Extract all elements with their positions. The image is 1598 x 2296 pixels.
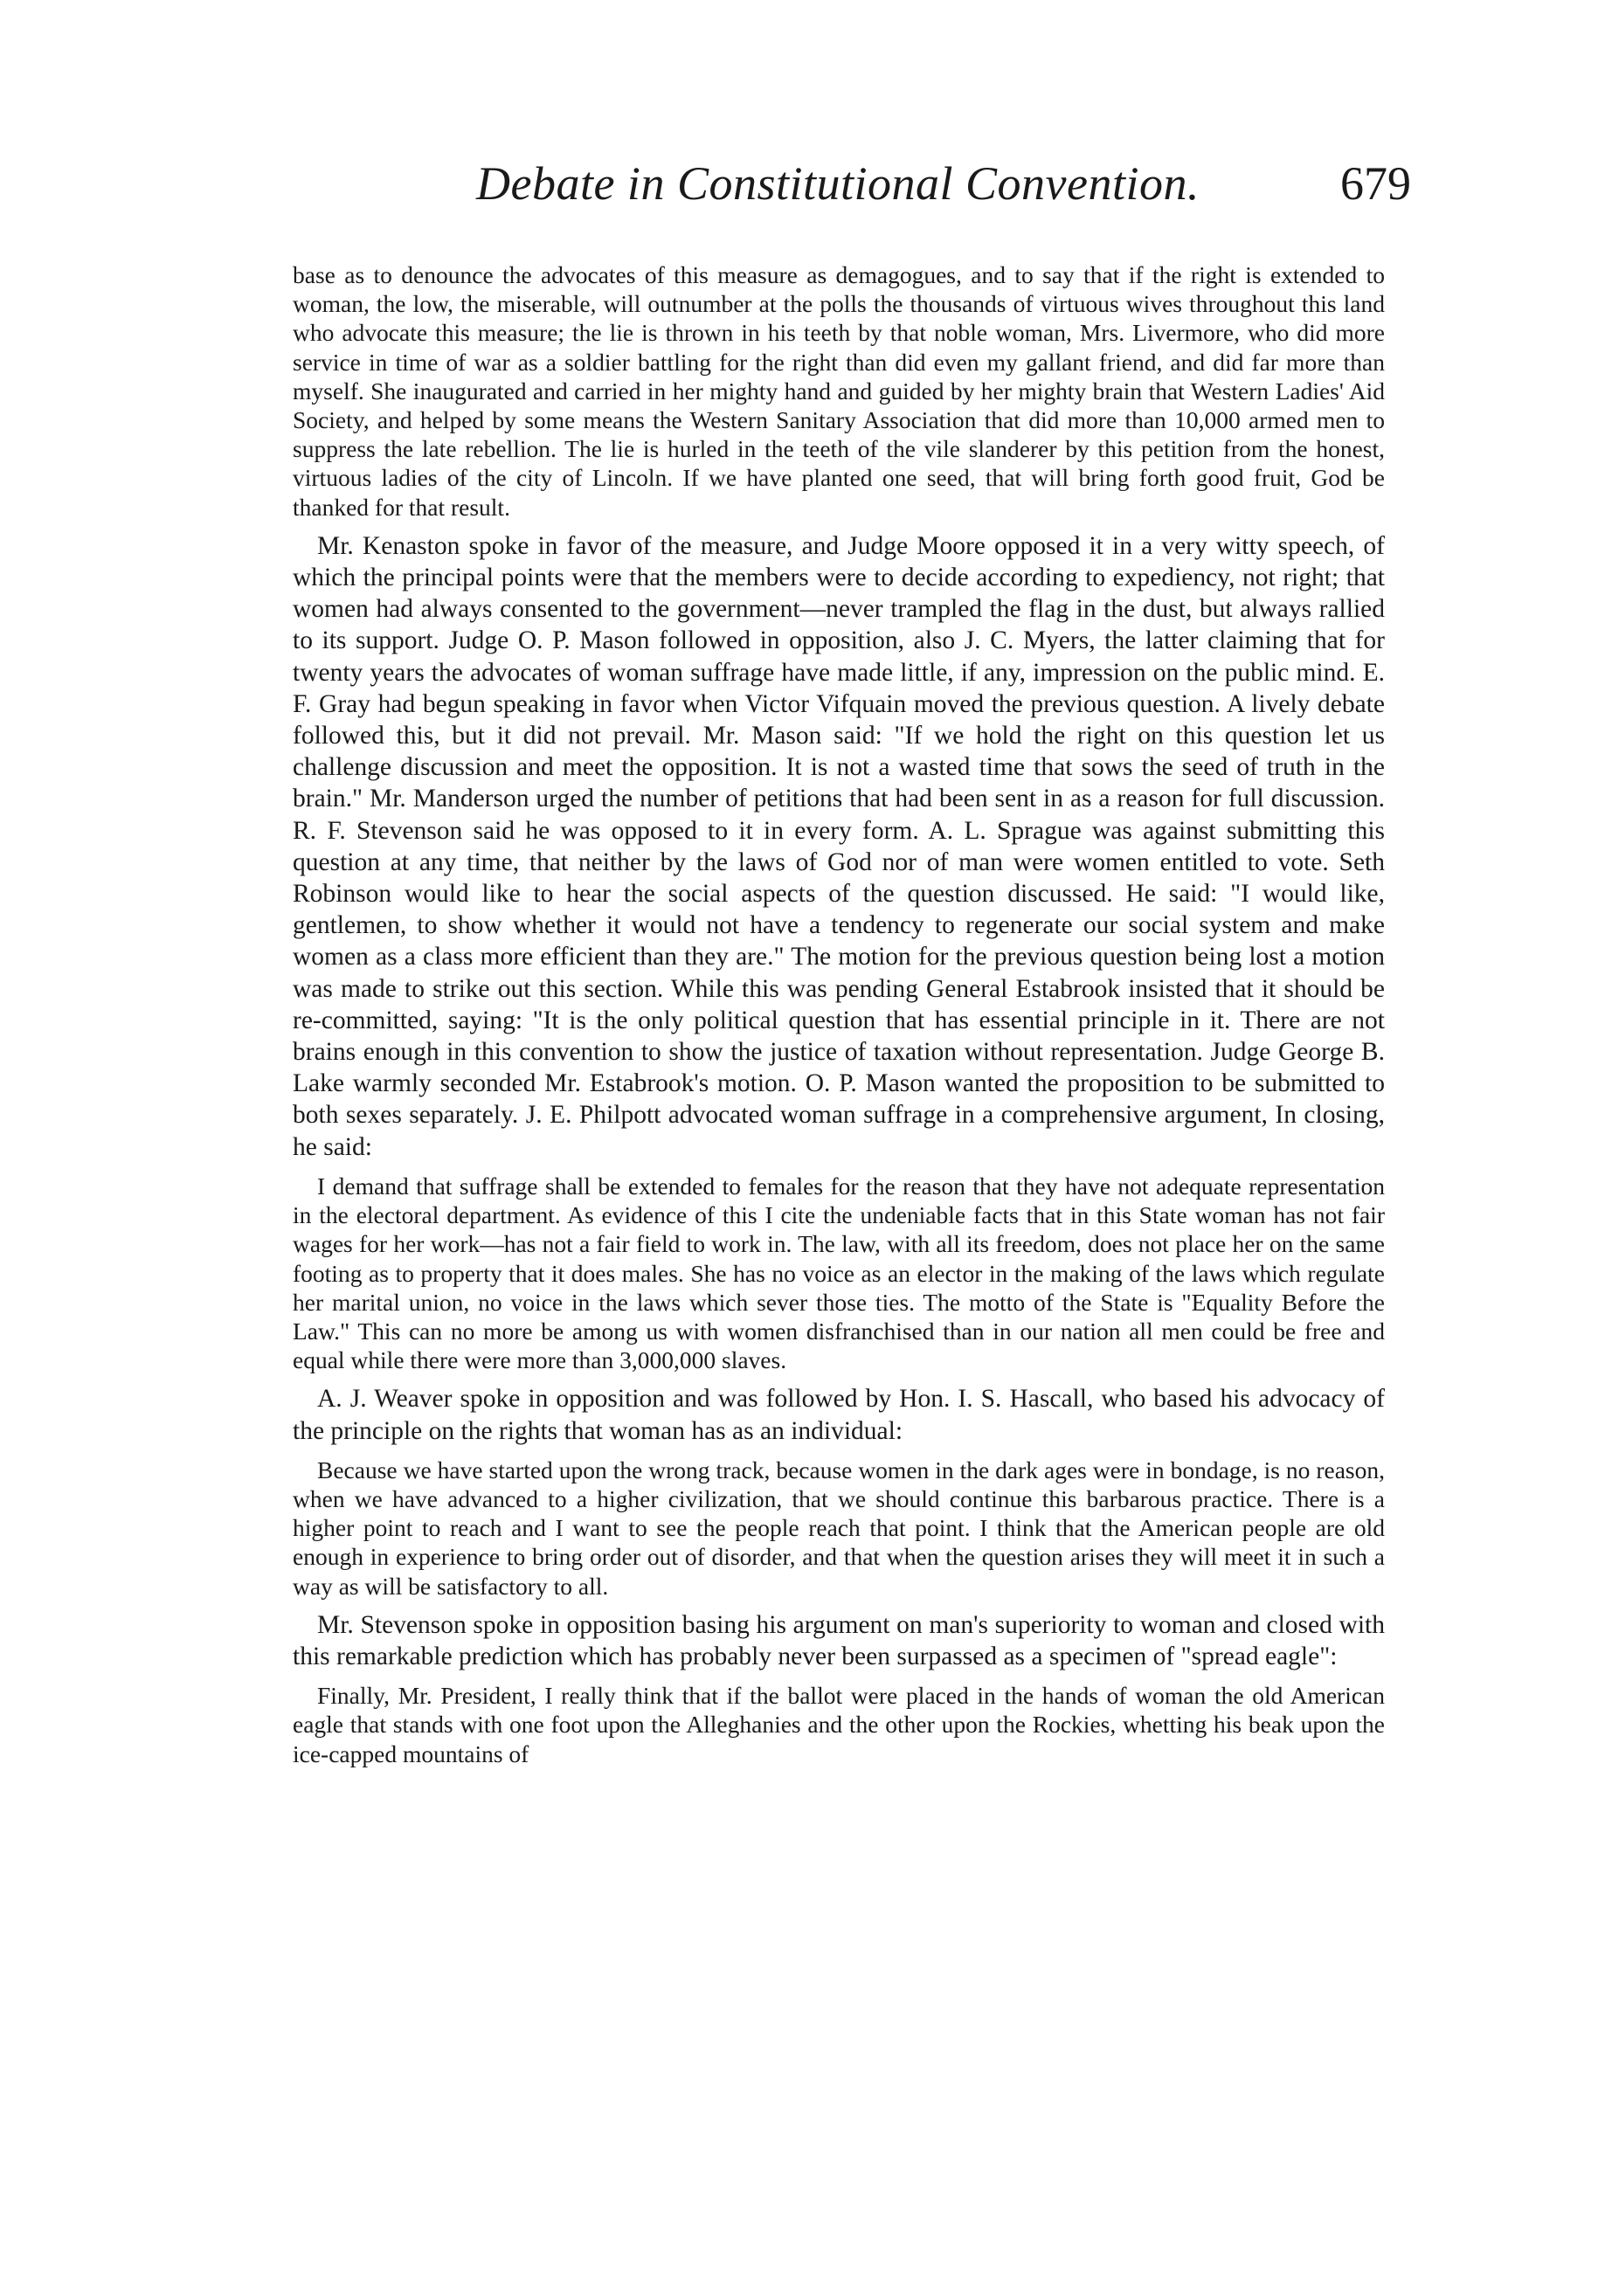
quoted-extract-philpott: I demand that suffrage shall be extended to females for the reason that they have not adequate representation in the electoral department. As evidence of this I cite the undeniable facts that in this State woman has not fair wages for her work—has not a fair field to work in. The law, with all its freedom, does not place her on the same footing as to property that it does males. She has no voice as an elector in the making of the laws which regulate her marital union, no voice in the laws which sever those ties. The motto of the State is "Equality Before the Law." This can no more be among us with women disfranchised than in our nation all men could be free and equal while there were more than 3,000,000 slaves. [293,1172,1385,1374]
paragraph-debate-summary: Mr. Kenaston spoke in favor of the measure, and Judge Moore opposed it in a very witty speech, of which the principal points were that the members were to decide according to expediency, not right; that women had always consented to the government—never trampled the flag in the dust, but always rallied to its support. Judge O. P. Mason followed in opposition, also J. C. Myers, the latter claiming that for twenty years the advocates of woman suffrage have made little, if any, impression on the public mind. E. F. Gray had begun speaking in favor when Victor Vifquain moved the previous question. A lively debate followed this, but it did not prevail. Mr. Mason said: "If we hold the right on this question let us challenge discussion and meet the opposition. It is not a wasted time that sows the seed of truth in the brain." Mr. Manderson urged the number of petitions that had been sent in as a reason for full discussion. R. F. Stevenson said he was opposed to it in every form. A. L. Sprague was against submitting this question at any time, that neither by the laws of God nor of man were women entitled to vote. Seth Robinson would like to hear the social aspects of the question discussed. He said: "I would like, gentlemen, to show whether it would not have a tendency to regenerate our social system and make women as a class more efficient than they are." The motion for the previous question being lost a motion was made to strike out this section. While this was pending General Estabrook insisted that it should be re-committed, saying: "It is the only political question that has essential principle in it. There are not brains enough in this convention to show the justice of taxation without representation. Judge George B. Lake warmly seconded Mr. Estabrook's motion. O. P. Mason wanted the proposition to be submitted to both sexes separately. J. E. Philpott advocated woman suffrage in a comprehensive argument, In closing, he said: [293,531,1385,1161]
page-number: 679 [1340,157,1411,210]
running-head [293,149,1411,236]
paragraph-weaver-hascall: A. J. Weaver spoke in opposition and was followed by Hon. I. S. Hascall, who based his advocacy of the principle on the rights that woman has as an individual: [293,1385,1385,1445]
quoted-extract-stevenson: Finally, Mr. President, I really think that if the ballot were placed in the hands of woman the old American eagle that stands with one foot upon the Alleghanies and the other upon the Rockies, whetting his beak upon the ice-capped mountains of [293,1682,1385,1767]
running-title: Debate in Constitutional Convention. [476,157,1200,210]
body-text [293,260,1385,1777]
paragraph-stevenson: Mr. Stevenson spoke in opposition basing his argument on man's superiority to woman and closed with this remarkable prediction which has probably never been surpassed as a specimen of "spread eagle": [293,1610,1385,1670]
quoted-extract-hascall: Because we have started upon the wrong track, because women in the dark ages were in bondage, is no reason, when we have advanced to a higher civilization, that we should continue this barbarous practice. There is a higher point to reach and I want to see the people reach that point. I think that the American people are old enough in experience to bring order out of disorder, and that when the question arises they will meet it in such a way as will be satisfactory to all. [293,1456,1385,1600]
paragraph-continuation: base as to denounce the advocates of this measure as demagogues, and to say that if the right is extended to woman, the low, the miserable, will outnumber at the polls the thousands of virtuous wives throughout this land who advocate this measure; the lie is thrown in his teeth by that noble woman, Mrs. Livermore, who did more service in time of war as a soldier battling for the right than did even my gallant friend, and did far more than myself. She inaugurated and carried in her mighty hand and guided by her mighty brain that Western Ladies' Aid Society, and helped by some means the Western Sanitary Association that did more than 10,000 armed men to suppress the late rebellion. The lie is hurled in the teeth of the vile slanderer by this petition from the honest, virtuous ladies of the city of Lincoln. If we have planted one seed, that will bring forth good fruit, God be thanked for that result. [293,261,1385,521]
